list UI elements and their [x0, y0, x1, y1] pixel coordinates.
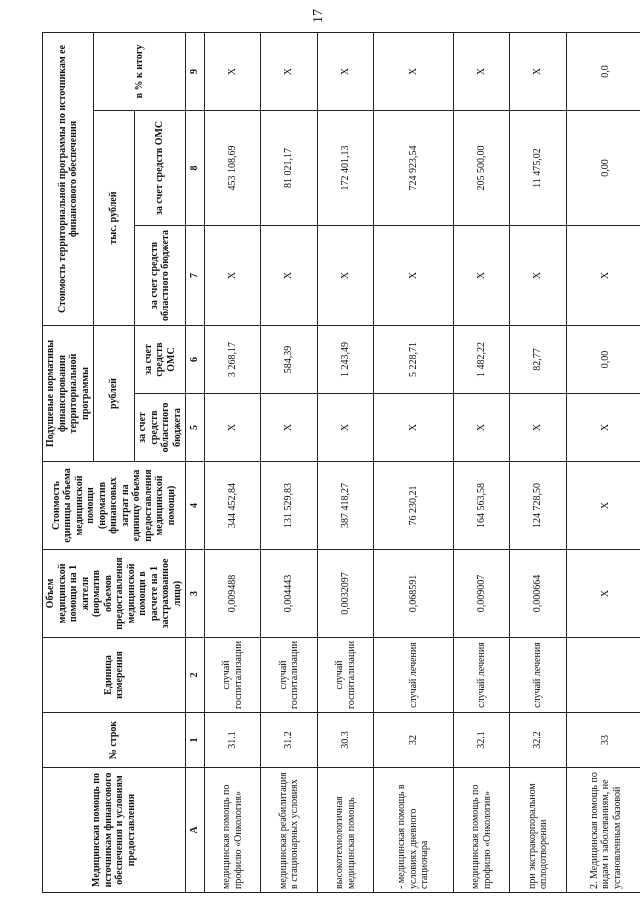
volume-cell: 0,0032097 [317, 550, 373, 638]
header-regional-budget-cost: за счет средств областного бюджета [135, 226, 186, 326]
regional-budget-norm-cell: X [205, 394, 261, 462]
regional-budget-norm-cell: X [317, 394, 373, 462]
header-thousand-rubles: тыс. рублей [94, 111, 135, 326]
care-type-cell: 2. Медицинская помощь по видам и заболеваниям, не установленным базовой [566, 768, 640, 893]
oms-cost-cell: 11 475,02 [510, 111, 566, 226]
oms-cost-cell: 205 500,00 [453, 111, 509, 226]
volume-cell: X [566, 550, 640, 638]
header-per-capita-norms: Подушевые нормативы финансирования территориальной программы [43, 326, 94, 462]
table-row [566, 32, 640, 892]
care-type-cell: медицинская реабилитация в стационарных условиях [261, 768, 317, 893]
regional-budget-cost-cell: X [453, 226, 509, 326]
oms-cost-cell: 724 923,54 [374, 111, 454, 226]
regional-budget-cost-cell: X [566, 226, 640, 326]
volume-cell: 0,009488 [205, 550, 261, 638]
volume-cell: 0,004443 [261, 550, 317, 638]
column-number: А [186, 768, 205, 893]
unit-cost-cell: 124 728,50 [510, 462, 566, 550]
unit-cell [566, 638, 640, 713]
percent-total-cell: 0,0 [566, 32, 640, 110]
header-unit-cost: Стоимость единицы объема медицинской помощи (норматив финансовых затрат на единицу объема предоставления медицинской помощи) [43, 462, 186, 550]
table-row [261, 32, 317, 892]
header-volume: Объем медицинской помощи на 1 жителя (норматив объемов предоставления медицинской помощи в расчете на 1 застрахованное лицо) [43, 550, 186, 638]
oms-cost-cell: 172 401,13 [317, 111, 373, 226]
oms-norm-cell: 82,77 [510, 326, 566, 394]
unit-cost-cell: 387 418,27 [317, 462, 373, 550]
header-percent-total: в % к итогу [94, 32, 186, 110]
header-oms-cost: за счет средств ОМС [135, 111, 186, 226]
financing-table [42, 32, 640, 893]
row-number-cell: 33 [566, 713, 640, 768]
unit-cost-cell: 76 230,21 [374, 462, 454, 550]
header-regional-budget-norm: за счет средств областного бюджета [135, 394, 186, 462]
unit-cost-cell: 344 452,84 [205, 462, 261, 550]
column-number-row [186, 32, 205, 892]
row-number-cell: 32.2 [510, 713, 566, 768]
oms-cost-cell: 81 021,17 [261, 111, 317, 226]
regional-budget-cost-cell: X [261, 226, 317, 326]
header-care-type: Медицинская помощь по источникам финансового обеспечения и условиям предоставления [43, 768, 186, 893]
table-row [205, 32, 261, 892]
unit-cell: случай госпитализации [261, 638, 317, 713]
column-number: 5 [186, 394, 205, 462]
table-row [453, 32, 509, 892]
percent-total-cell: X [374, 32, 454, 110]
regional-budget-cost-cell: X [510, 226, 566, 326]
percent-total-cell: X [261, 32, 317, 110]
oms-norm-cell: 0,00 [566, 326, 640, 394]
oms-norm-cell: 5 228,71 [374, 326, 454, 394]
header-row-number: № строк [43, 713, 186, 768]
unit-cost-cell: 164 563,58 [453, 462, 509, 550]
oms-norm-cell: 584,39 [261, 326, 317, 394]
care-type-cell: высокотехнологичная медицинская помощь [317, 768, 373, 893]
column-number: 7 [186, 226, 205, 326]
percent-total-cell: X [205, 32, 261, 110]
regional-budget-norm-cell: X [453, 394, 509, 462]
regional-budget-cost-cell: X [374, 226, 454, 326]
care-type-cell: при экстракорпоральном оплодотворении [510, 768, 566, 893]
row-number-cell: 32 [374, 713, 454, 768]
row-number-cell: 31.1 [205, 713, 261, 768]
page-number: 17 [311, 9, 326, 23]
regional-budget-norm-cell: X [374, 394, 454, 462]
row-number-cell: 31.2 [261, 713, 317, 768]
percent-total-cell: X [317, 32, 373, 110]
row-number-cell: 32.1 [453, 713, 509, 768]
column-number: 2 [186, 638, 205, 713]
regional-budget-norm-cell: X [261, 394, 317, 462]
table-row [510, 32, 566, 892]
percent-total-cell: X [510, 32, 566, 110]
volume-cell: 0,000664 [510, 550, 566, 638]
document-sheet [42, 33, 622, 893]
regional-budget-norm-cell: X [566, 394, 640, 462]
unit-cell: случай лечения [453, 638, 509, 713]
header-rubles: рублей [94, 326, 135, 462]
unit-cost-cell: X [566, 462, 640, 550]
care-type-cell: - медицинская помощь в условиях дневного стационара [374, 768, 454, 893]
column-number: 6 [186, 326, 205, 394]
column-number: 9 [186, 32, 205, 110]
oms-norm-cell: 1 243,49 [317, 326, 373, 394]
header-program-cost: Стоимость территориальной программы по источникам ее финансового обеспечения [43, 32, 94, 325]
regional-budget-cost-cell: X [317, 226, 373, 326]
unit-cost-cell: 131 529,83 [261, 462, 317, 550]
unit-cell: случай лечения [374, 638, 454, 713]
oms-cost-cell: 0,00 [566, 111, 640, 226]
oms-cost-cell: 453 108,69 [205, 111, 261, 226]
header-unit: Единица измерения [43, 638, 186, 713]
oms-norm-cell: 3 268,17 [205, 326, 261, 394]
column-number: 3 [186, 550, 205, 638]
table-row [317, 32, 373, 892]
table-row [374, 32, 454, 892]
column-number: 8 [186, 111, 205, 226]
care-type-cell: медицинская помощь по профилю «Онкология» [453, 768, 509, 893]
header-oms-norm: за счет средств ОМС [135, 326, 186, 394]
regional-budget-norm-cell: X [510, 394, 566, 462]
oms-norm-cell: 1 482,22 [453, 326, 509, 394]
volume-cell: 0,068591 [374, 550, 454, 638]
volume-cell: 0,009007 [453, 550, 509, 638]
unit-cell: случай госпитализации [205, 638, 261, 713]
column-number: 4 [186, 462, 205, 550]
column-number: 1 [186, 713, 205, 768]
unit-cell: случай госпитализации [317, 638, 373, 713]
regional-budget-cost-cell: X [205, 226, 261, 326]
care-type-cell: медицинская помощь по профилю «Онкология» [205, 768, 261, 893]
unit-cell: случай лечения [510, 638, 566, 713]
row-number-cell: 30.3 [317, 713, 373, 768]
percent-total-cell: X [453, 32, 509, 110]
